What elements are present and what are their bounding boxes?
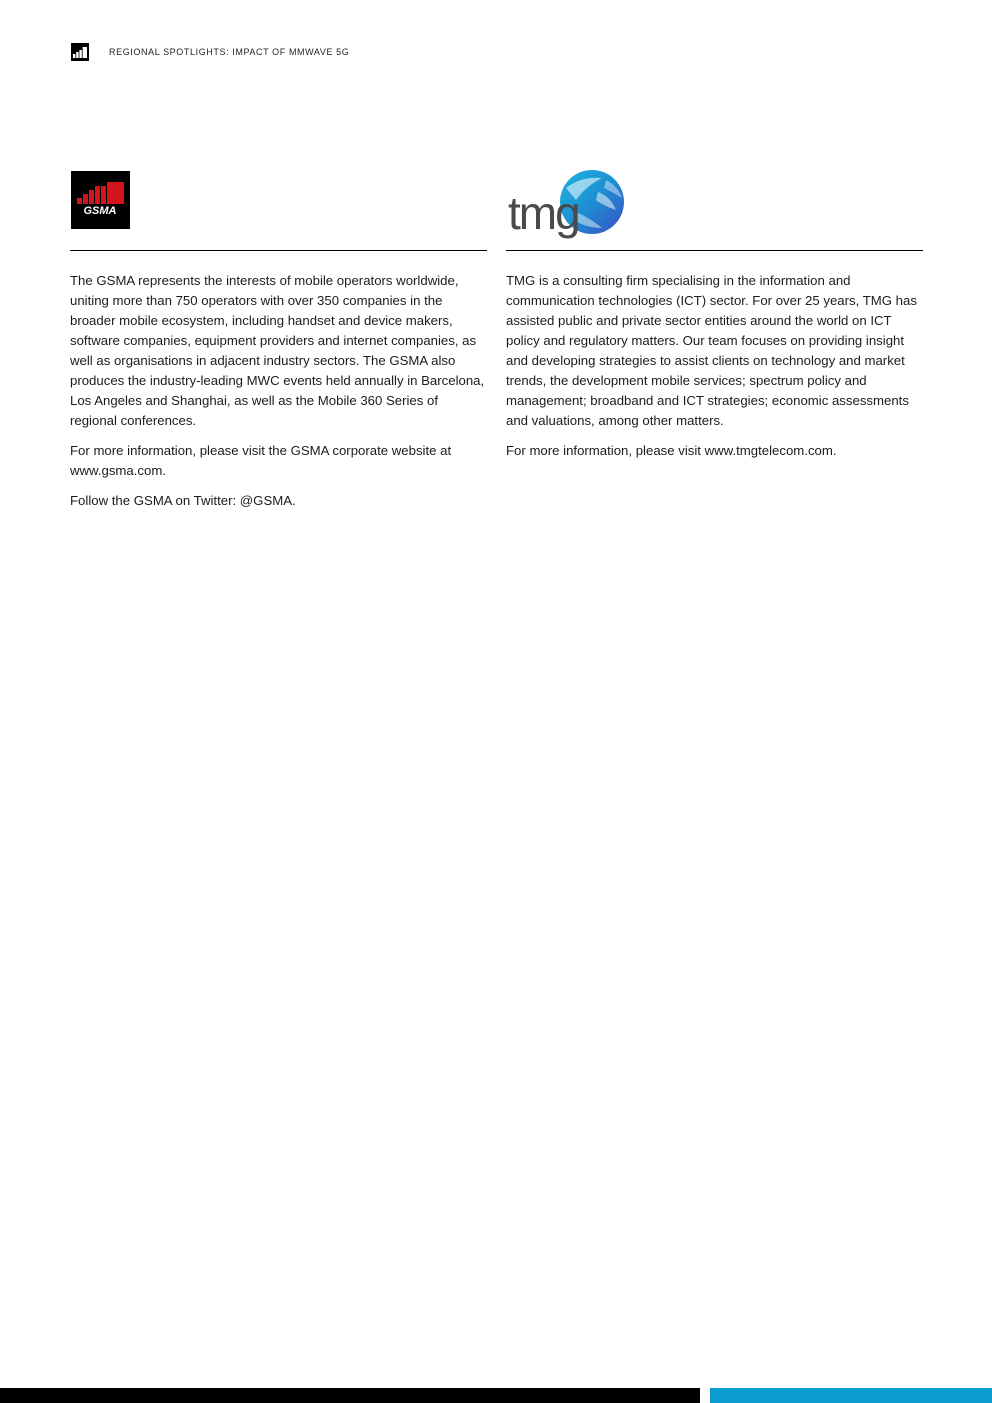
gsma-logo: [71, 171, 130, 229]
tmg-paragraph-website: For more information, please visit www.tmgtelecom.com.: [506, 443, 837, 458]
gsma-logo-text: GSMA: [83, 205, 117, 217]
gsma-paragraph-website: For more information, please visit the GSMA corporate website at www.gsma.com.: [70, 443, 452, 478]
page-header: [71, 43, 349, 61]
gsma-paragraph-about: The GSMA represents the interests of mobile operators worldwide, uniting more than 750 operators with over 350 companies in the broader mobile ecosystem, including handset and device makers, software companies, equipment providers and internet companies, as well as organisations in adjacent industry sectors. The GSMA also produces the industry-leading MWC events held annually in Barcelona, Los Angeles and Shanghai, as well as the Mobile 360 Series of regional conferences.: [70, 273, 485, 428]
tmg-column: [506, 160, 923, 471]
tmg-logo-text: tmg: [508, 187, 579, 239]
footer-bar-black: [0, 1388, 700, 1403]
tmg-logo-area: [506, 160, 923, 251]
gsma-description: [70, 251, 487, 511]
gsma-bars-icon: [71, 43, 89, 61]
footer-bar-blue: [710, 1388, 992, 1403]
header-title: REGIONAL SPOTLIGHTS: IMPACT OF MMWAVE 5G: [109, 47, 350, 57]
tmg-logo: [506, 166, 631, 247]
gsma-logo-area: [70, 160, 487, 251]
tmg-description: [506, 251, 923, 461]
gsma-paragraph-twitter: Follow the GSMA on Twitter: @GSMA.: [70, 493, 296, 508]
gsma-column: [70, 160, 487, 521]
tmg-paragraph-about: TMG is a consulting firm specialising in the information and communication technologies (ICT) sector. For over 25 years, TMG has assisted public and private sector entities around the world on ICT policy and regulatory matters. Our team focuses on providing insight and developing strategies to assist clients on technology and market trends, the development mobile services; spectrum policy and management; broadband and ICT strategies; economic assessments and valuations, among other matters.: [506, 273, 917, 428]
